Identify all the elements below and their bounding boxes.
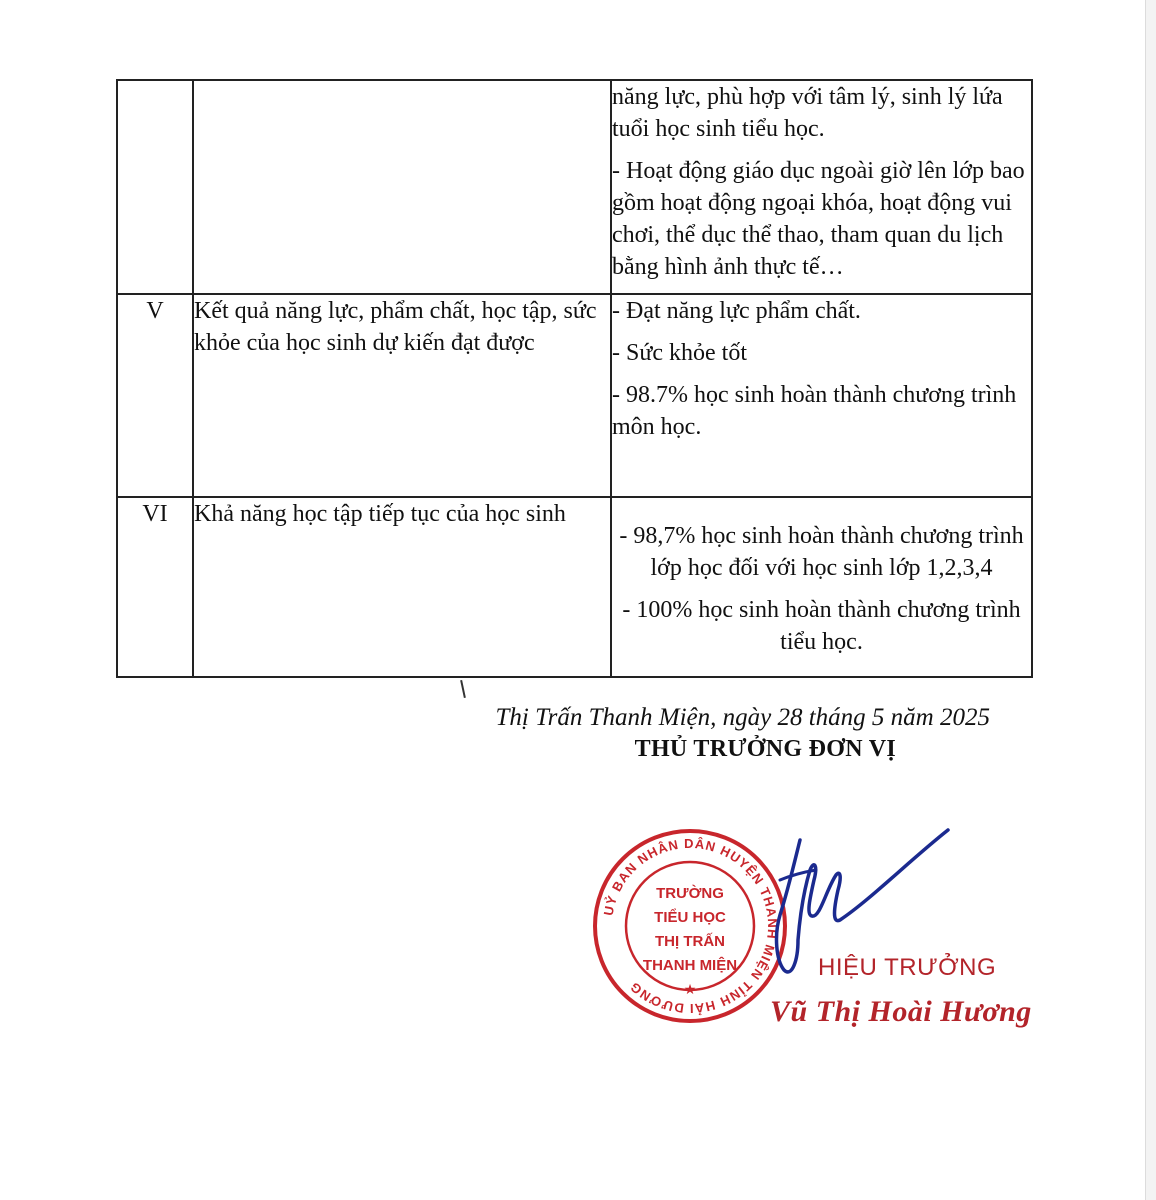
table-row: [117, 294, 1032, 497]
criterion-cell: Khả năng học tập tiếp tục của học sinh: [193, 497, 611, 677]
row-number: [117, 80, 193, 294]
row-number: VI: [117, 497, 193, 677]
description-line: - 98.7% học sinh hoàn thành chương trình môn học.: [612, 382, 1017, 440]
signer-name: Vũ Thị Hoài Hương: [770, 995, 1032, 1028]
signature-icon: [740, 820, 960, 1020]
criteria-table: [116, 79, 1033, 678]
stamp-center-line: THANH MIỆN: [642, 957, 738, 974]
page-right-edge: [1145, 0, 1156, 1200]
description-cell: [611, 80, 1032, 294]
stamp-ring-text: UỶ BAN NHÂN DÂN HUYỆN THANH MIỆN TỈNH HẢI DƯƠNG: [600, 835, 781, 1017]
place-date: Thị Trấn Thanh Miện, ngày 28 tháng 5 năm 2025: [495, 704, 990, 731]
stray-mark: [460, 680, 466, 698]
signer-title: HIỆU TRƯỞNG: [818, 954, 997, 981]
description-line: năng lực, phù hợp với tâm lý, sinh lý lứa tuổi học sinh tiểu học.: [612, 84, 1003, 142]
criterion-cell: [193, 80, 611, 294]
description-line: - Đạt năng lực phẩm chất.: [612, 298, 861, 324]
description-line: - 100% học sinh hoàn thành chương trình tiểu học.: [622, 597, 1021, 655]
description-cell: [611, 294, 1032, 497]
stamp-center-line: TIỂU HỌC: [654, 909, 726, 926]
row-number: V: [117, 294, 193, 497]
description-line: - Sức khỏe tốt: [612, 340, 747, 366]
table-row: [117, 497, 1032, 677]
description-cell: [611, 497, 1032, 677]
table-row: [117, 80, 1032, 294]
unit-head-heading: THỦ TRƯỞNG ĐƠN VỊ: [634, 736, 896, 762]
criterion-cell: Kết quả năng lực, phẩm chất, học tập, sức khỏe của học sinh dự kiến đạt được: [193, 294, 611, 497]
description-line: - Hoạt động giáo dục ngoài giờ lên lớp bao gồm hoạt động ngoại khóa, hoạt động vui chơi, thể dục thể thao, tham quan du lịch bằng hình ảnh thực tế…: [612, 158, 1025, 280]
description-line: - 98,7% học sinh hoàn thành chương trình lớp học đối với học sinh lớp 1,2,3,4: [619, 523, 1024, 581]
svg-text:★: ★: [683, 982, 697, 998]
stamp-center-line: THỊ TRẤN: [655, 933, 725, 950]
stamp-center-line: TRƯỜNG: [656, 885, 724, 902]
